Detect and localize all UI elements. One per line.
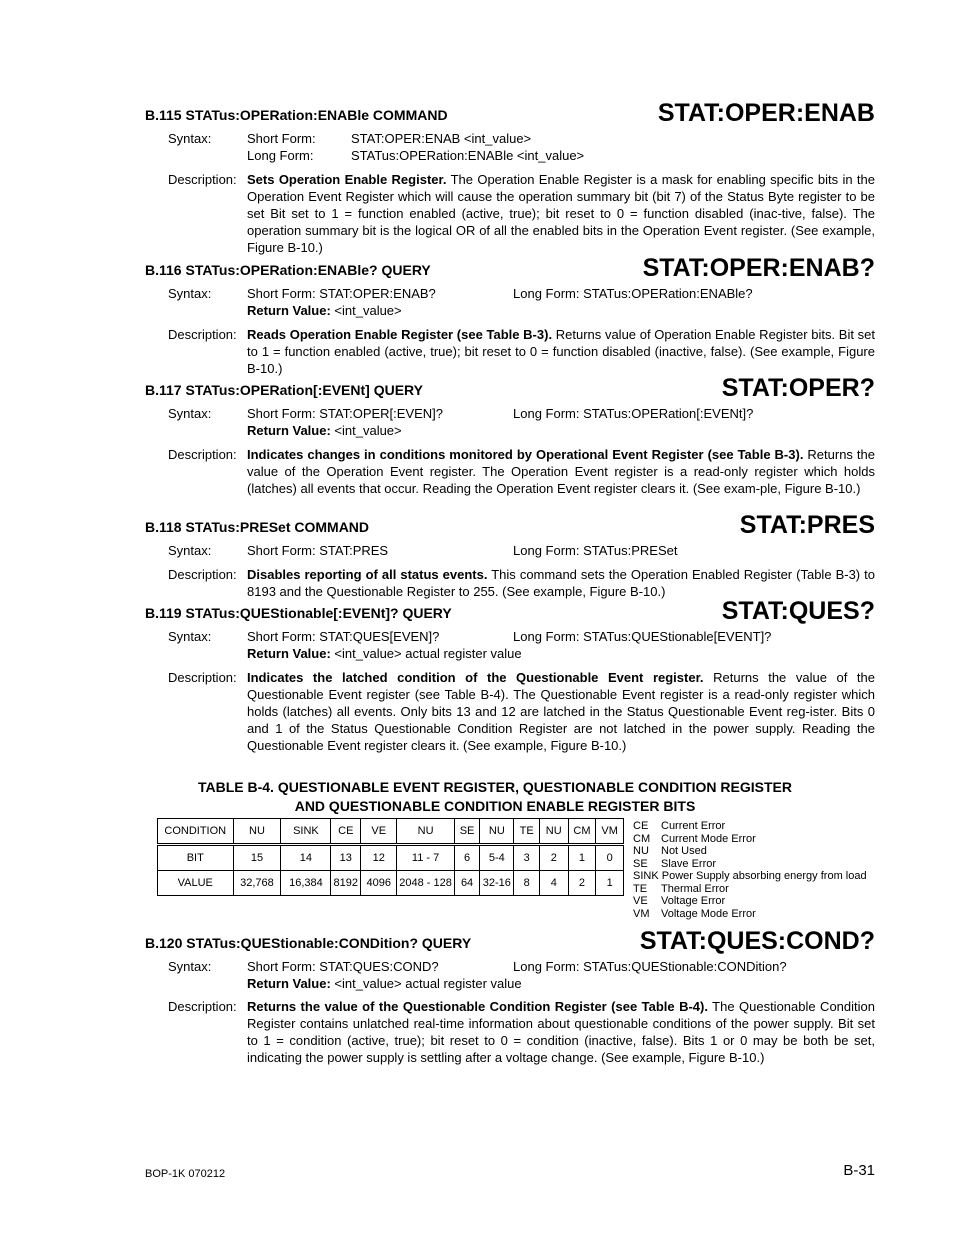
legend-abbrev: CE: [633, 820, 649, 832]
legend-abbrev: VM: [633, 907, 650, 920]
table-cell: BIT: [158, 845, 234, 871]
table-cell: 0: [596, 845, 624, 871]
description-body: This command sets the Operation Enabled Register (Table B-3) to 8193 and the Questionable Register to 255. (See example, Figure B-10.): [247, 567, 875, 599]
table-row-bit: [158, 845, 624, 871]
description-label: Description:: [168, 172, 237, 187]
syntax-label: Syntax:: [168, 629, 212, 644]
table-cell: VALUE: [158, 871, 234, 896]
command-heading-b118: STAT:PRES: [739, 511, 875, 539]
table-cell: 32,768: [233, 871, 281, 896]
legend-meaning: Voltage Error: [661, 895, 726, 907]
table-cell: 1: [568, 845, 596, 871]
section-title-b116: B.116 STATus:OPERation:ENABle? QUERY: [145, 262, 431, 278]
legend-abbrev: CM: [633, 832, 651, 845]
description-body: The Questionable Condition Register contains unlatched real-time information about questionable conditions of the power supply. Bit set to 1 = condition (active, true); bit reset to 0 = condition (inactive, false). Bits 1 or 0 may be both be set, indicating the power supply is settling after a voltage change. (See example, Figure B-10.): [247, 999, 875, 1065]
table-cell: CONDITION: [158, 819, 234, 845]
table-cell: 8192: [331, 871, 361, 896]
short-form-value: STAT:OPER:ENAB <int_value>: [351, 131, 532, 146]
short-form: Short Form: STAT:QUES:COND?: [247, 959, 439, 974]
description-body: The Operation Enable Register is a mask for enabling specific bits in the Operation Event Register which will cause the operation summary bit (bit 7) of the Status Byte register to be set Bit set to 1 = function enabled (active, true); bit reset to 0 = function disabled (inac-tive, false). The operation summary bit is the logical OR of all the enabled bits in the Operation Event register. (See example, Figure B-10.): [247, 172, 875, 255]
return-value-label: Return Value:: [247, 646, 331, 661]
legend-item: [633, 820, 867, 833]
legend-meaning: Current Mode Error: [661, 832, 756, 845]
return-value-label: Return Value:: [247, 303, 331, 318]
table-cell: NU: [480, 819, 514, 845]
legend-abbrev: NU: [633, 845, 649, 857]
return-value-text: <int_value>: [330, 303, 402, 318]
table-cell: 64: [454, 871, 480, 896]
return-value-label: Return Value:: [247, 976, 331, 991]
table-title-line1: TABLE B-4. QUESTIONABLE EVENT REGISTER, QUESTIONABLE CONDITION REGISTER: [197, 779, 792, 795]
page-number: B-31: [843, 1162, 875, 1179]
long-form: Long Form: STATus:PRESet: [513, 543, 678, 558]
syntax-label: Syntax:: [168, 406, 212, 421]
syntax-label: Syntax:: [168, 131, 212, 146]
description-lead: Indicates changes in conditions monitored by Operational Event Register (see Table B-3).: [247, 447, 804, 462]
command-heading-b120: STAT:QUES:COND?: [639, 927, 875, 955]
legend-item: [633, 845, 867, 858]
description-label: Description:: [168, 327, 237, 342]
return-value: [247, 422, 402, 439]
table-cell: 32-16: [480, 871, 514, 896]
description-b116: [247, 326, 875, 377]
description-body: Returns value of Operation Enable Register bits. Bit set to 1 = function enabled (active, true); bit reset to 0 = function disabled (inactive, false). (See example, Figure B-10.): [247, 327, 875, 376]
long-form-value: STATus:OPERation:ENABle <int_value>: [351, 148, 585, 163]
legend-meaning: Power Supply absorbing energy from load: [661, 870, 867, 882]
description-b119: [247, 669, 875, 754]
table-row-condition: [158, 819, 624, 845]
legend-item: [633, 895, 867, 908]
return-value-label: Return Value:: [247, 423, 331, 438]
table-cell: 6: [454, 845, 480, 871]
table-title: [145, 778, 845, 816]
description-label: Description:: [168, 567, 237, 582]
legend-item: [633, 908, 867, 921]
syntax-label: Syntax:: [168, 959, 212, 974]
table-cell: NU: [233, 819, 281, 845]
table-cell: 1: [596, 871, 624, 896]
description-body: Returns the value of the Questionable Event register (see Table B-4). The Questionable Event register is a read-only register which holds (latches) all events. Only bits 13 and 12 are latched in the Status Questionable Event reg-ister. Bits 0 and 1 of the Status Questionable Condition Register are not latched in the power supply. Reading the Questionable Event register clears it. (See example, Figure B-10.): [247, 670, 875, 753]
description-lead: Disables reporting of all status events.: [247, 567, 488, 582]
table-row-value: [158, 871, 624, 896]
table-cell: VM: [596, 819, 624, 845]
legend-item: [633, 870, 867, 883]
syntax-label: Syntax:: [168, 286, 212, 301]
command-heading-b117: STAT:OPER?: [721, 374, 875, 402]
table-cell: 3: [514, 845, 540, 871]
footer-doc-id: BOP-1K 070212: [145, 1168, 226, 1180]
table-cell: 12: [361, 845, 397, 871]
legend-item: [633, 858, 867, 871]
description-lead: Indicates the latched condition of the Questionable Event register.: [247, 670, 704, 685]
legend-meaning: Current Error: [661, 820, 726, 832]
table-cell: 2: [539, 845, 568, 871]
table-legend: [633, 820, 867, 920]
short-form: Short Form: STAT:OPER:ENAB?: [247, 286, 436, 301]
section-title-b119: B.119 STATus:QUEStionable[:EVENt]? QUERY: [145, 605, 452, 621]
description-lead: Returns the value of the Questionable Condition Register (see Table B-4).: [247, 999, 708, 1014]
description-b118: [247, 566, 875, 600]
legend-abbrev: TE: [633, 882, 648, 895]
syntax-label: Syntax:: [168, 543, 212, 558]
section-title-b120: B.120 STATus:QUEStionable:CONDition? QUERY: [145, 935, 472, 951]
table-cell: 2048 - 128: [397, 871, 454, 896]
long-form: Long Form: STATus:QUEStionable[EVENT]?: [513, 629, 772, 644]
description-label: Description:: [168, 999, 237, 1014]
table-cell: 15: [233, 845, 281, 871]
description-body: Returns the value of the Operation Event register. The Operation Event register is a read-only register which holds (latches) all events that occur. Reading the Operation Event register clears it. (See exam-ple, Figure B-10.): [247, 447, 875, 496]
description-label: Description:: [168, 670, 237, 685]
legend-meaning: Not Used: [661, 845, 707, 857]
return-value: [247, 645, 522, 662]
table-cell: 11 - 7: [397, 845, 454, 871]
command-heading-b115: STAT:OPER:ENAB: [657, 99, 875, 127]
section-title-b117: B.117 STATus:OPERation[:EVENt] QUERY: [145, 382, 423, 398]
legend-abbrev: VE: [633, 895, 648, 907]
short-form-label: Short Form:: [247, 131, 316, 146]
long-form: Long Form: STATus:OPERation[:EVENt]?: [513, 406, 754, 421]
table-cell: 13: [331, 845, 361, 871]
legend-abbrev: SINK: [633, 870, 659, 882]
table-cell: SINK: [281, 819, 331, 845]
table-cell: NU: [539, 819, 568, 845]
table-cell: 2: [568, 871, 596, 896]
table-title-line2: AND QUESTIONABLE CONDITION ENABLE REGISTER BITS: [294, 798, 696, 814]
legend-meaning: Slave Error: [661, 857, 717, 870]
short-form: Short Form: STAT:OPER[:EVEN]?: [247, 406, 444, 421]
description-b120: [247, 998, 875, 1066]
legend-meaning: Thermal Error: [661, 882, 729, 895]
legend-item: [633, 883, 867, 896]
return-value-text: <int_value> actual register value: [330, 976, 522, 991]
legend-item: [633, 833, 867, 846]
description-label: Description:: [168, 447, 237, 462]
return-value: [247, 302, 402, 319]
table-cell: 5-4: [480, 845, 514, 871]
table-cell: VE: [361, 819, 397, 845]
return-value-text: <int_value>: [330, 423, 402, 438]
long-form: Long Form: STATus:OPERation:ENABle?: [513, 286, 753, 301]
description-lead: Sets Operation Enable Register.: [247, 172, 447, 187]
table-cell: 4096: [361, 871, 397, 896]
command-heading-b116: STAT:OPER:ENAB?: [642, 254, 875, 282]
table-cell: 16,384: [281, 871, 331, 896]
description-b117: [247, 446, 875, 497]
return-value: [247, 975, 522, 992]
table-cell: NU: [397, 819, 454, 845]
short-form: Short Form: STAT:PRES: [247, 543, 389, 558]
section-title-b115: B.115 STATus:OPERation:ENABle COMMAND: [145, 107, 448, 123]
table-cell: 14: [281, 845, 331, 871]
description-lead: Reads Operation Enable Register (see Table B-3).: [247, 327, 553, 342]
legend-abbrev: SE: [633, 857, 648, 870]
table-cell: CE: [331, 819, 361, 845]
table-cell: SE: [454, 819, 480, 845]
command-heading-b119: STAT:QUES?: [721, 597, 875, 625]
short-form: Short Form: STAT:QUES[EVEN]?: [247, 629, 440, 644]
table-cell: TE: [514, 819, 540, 845]
long-form: Long Form: STATus:QUEStionable:CONDition?: [513, 959, 787, 974]
table-cell: 8: [514, 871, 540, 896]
register-bits-table: [157, 818, 624, 896]
table-cell: CM: [568, 819, 596, 845]
legend-meaning: Voltage Mode Error: [661, 907, 756, 920]
description-b115: [247, 171, 875, 256]
table-cell: 4: [539, 871, 568, 896]
long-form-label: Long Form:: [247, 148, 314, 163]
return-value-text: <int_value> actual register value: [330, 646, 522, 661]
section-title-b118: B.118 STATus:PRESet COMMAND: [145, 519, 370, 535]
